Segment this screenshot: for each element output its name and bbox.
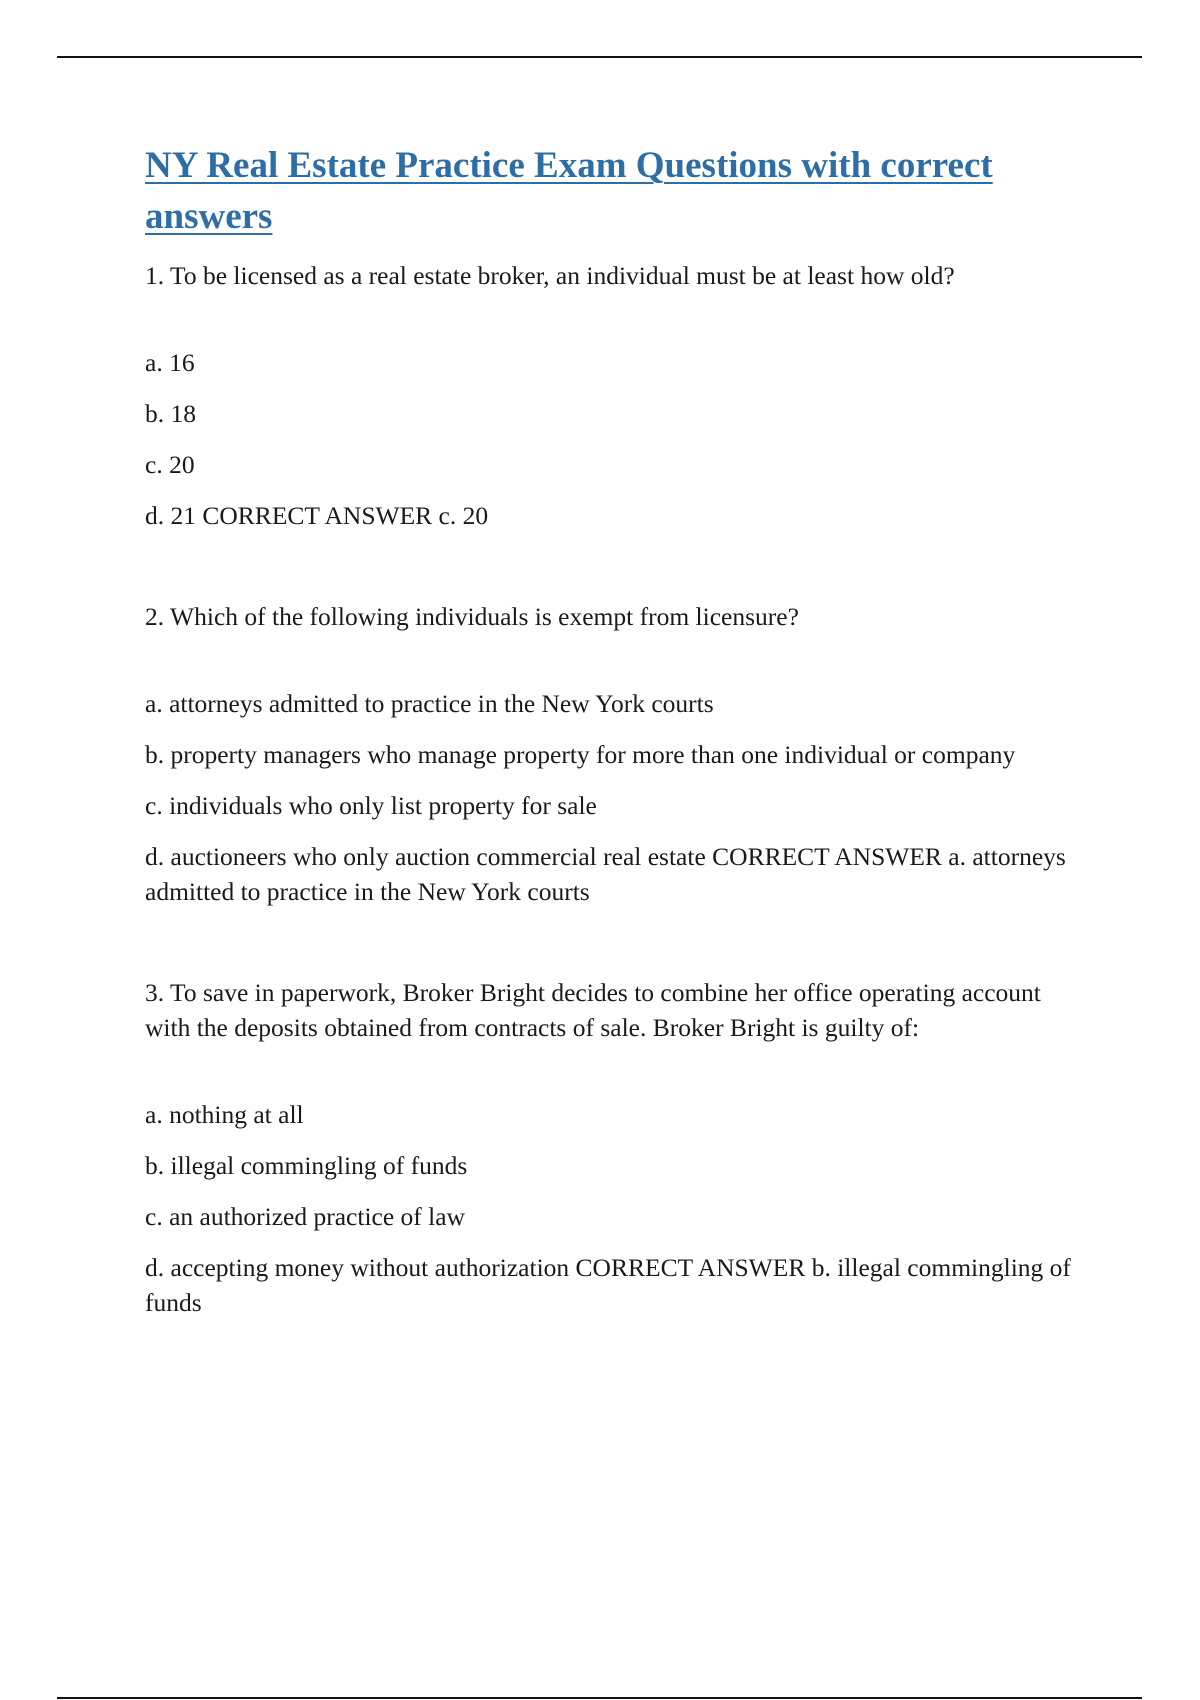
option-a: a. 16 — [145, 348, 195, 377]
option-d-answer: d. accepting money without authorization CORRECT ANSWER b. illegal commingling of funds — [145, 1253, 1071, 1317]
option-a: a. attorneys admitted to practice in the New York courts — [145, 689, 714, 718]
option-b: b. 18 — [145, 399, 196, 428]
option-d-answer: d. auctioneers who only auction commercial real estate CORRECT ANSWER a. attorneys admitted to practice in the New York courts — [145, 842, 1066, 906]
question-text: 3. To save in paperwork, Broker Bright decides to combine her office operating account with the deposits obtained from contracts of sale. Broker Bright is guilty of: — [145, 978, 1041, 1042]
question-text: 1. To be licensed as a real estate broker, an individual must be at least how old? — [145, 261, 955, 290]
question-text: 2. Which of the following individuals is exempt from licensure? — [145, 602, 799, 631]
option-a: a. nothing at all — [145, 1100, 304, 1129]
question-3 — [145, 975, 1080, 1320]
question-1 — [145, 258, 1080, 533]
document-body — [145, 140, 1080, 1336]
option-c: c. individuals who only list property for sale — [145, 791, 597, 820]
option-c: c. an authorized practice of law — [145, 1202, 465, 1231]
option-d-answer: d. 21 CORRECT ANSWER c. 20 — [145, 501, 489, 530]
bottom-rule — [57, 1697, 1142, 1699]
document-title: NY Real Estate Practice Exam Questions with correct answers — [145, 145, 993, 237]
option-b: b. illegal commingling of funds — [145, 1151, 468, 1180]
option-c: c. 20 — [145, 450, 195, 479]
top-rule — [57, 56, 1142, 58]
question-2 — [145, 599, 1080, 909]
option-b: b. property managers who manage property for more than one individual or company — [145, 740, 1016, 769]
